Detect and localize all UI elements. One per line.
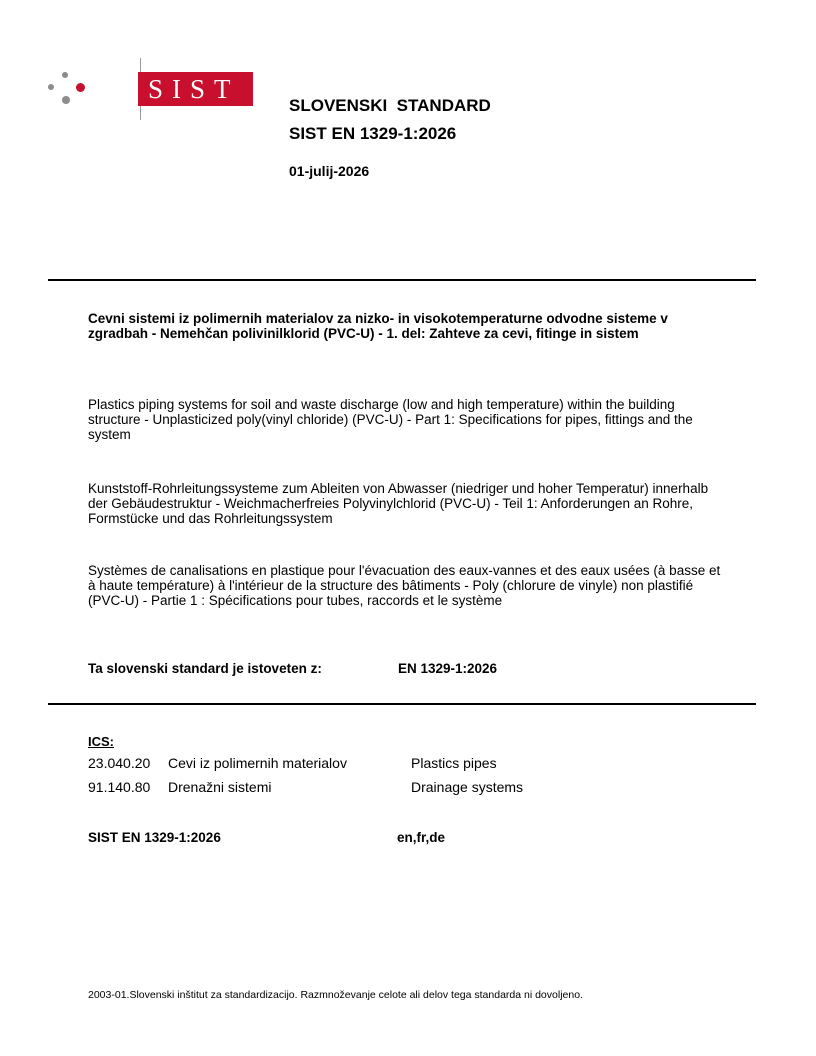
title-slovenian: Cevni sistemi iz polimernih materialov za nizko- in visokotemperaturne odvodne sisteme v zgradbah - Nemehčan polivinilklorid (PVC-U) - 1. del: Zahteve za cevi, fitinge in sistem [88, 311, 668, 341]
doc-type: SLOVENSKI STANDARD [289, 96, 491, 115]
logo-wordmark: SIST [138, 72, 253, 106]
summary-languages: en,fr,de [397, 830, 446, 845]
logo-dot [62, 96, 70, 104]
summary-standard: SIST EN 1329-1:2026 [88, 830, 221, 845]
bottom-divider [48, 703, 756, 705]
identical-value: EN 1329-1:2026 [398, 661, 498, 676]
title-english: Plastics piping systems for soil and waste discharge (low and high temperature) within the building structure - Unplasticized poly(vinyl chloride) (PVC-U) - Part 1: Specifications for pipes, fittings and the system [88, 397, 693, 442]
top-divider [48, 279, 756, 281]
title-french: Systèmes de canalisations en plastique pour l'évacuation des eaux-vannes et des eaux usées (à basse et à haute température) à l'intérieur de la structure des bâtiments - Poly (chlorure de vinyle) non plastifié (PVC-U) - Partie 1 : Spécifications pour tubes, raccords et le système [88, 563, 721, 608]
logo-dot-accent [76, 83, 85, 92]
ics-row [88, 779, 748, 797]
standard-number: SIST EN 1329-1:2026 [289, 124, 457, 143]
ics-slovenian: Cevi iz polimernih materialov [168, 755, 347, 771]
sist-logo [48, 58, 240, 120]
ics-label: ICS: [88, 734, 114, 749]
ics-slovenian: Drenažni sistemi [168, 779, 272, 795]
ics-row [88, 755, 748, 773]
copyright-footer: 2003-01.Slovenski inštitut za standardizacijo. Razmnoževanje celote ali delov tega standarda ni dovoljeno. [88, 989, 583, 1001]
summary-row [88, 830, 728, 845]
ics-code: 91.140.80 [88, 779, 151, 795]
publication-date: 01-julij-2026 [289, 163, 370, 179]
ics-english: Plastics pipes [411, 755, 497, 771]
logo-dot [48, 84, 54, 90]
logo-dot [62, 72, 68, 78]
title-german: Kunststoff-Rohrleitungssysteme zum Ableiten von Abwasser (niedriger und hoher Temperatur) innerhalb der Gebäudestruktur - Weichmacherfreies Polyvinylchlorid (PVC-U) - Teil 1: Anforderungen an Rohre, Formstücke und das Rohrleitungssystem [88, 481, 709, 526]
ics-code: 23.040.20 [88, 755, 151, 771]
identical-label: Ta slovenski standard je istoveten z: [88, 661, 322, 676]
identical-row [88, 661, 728, 676]
ics-english: Drainage systems [411, 779, 524, 795]
